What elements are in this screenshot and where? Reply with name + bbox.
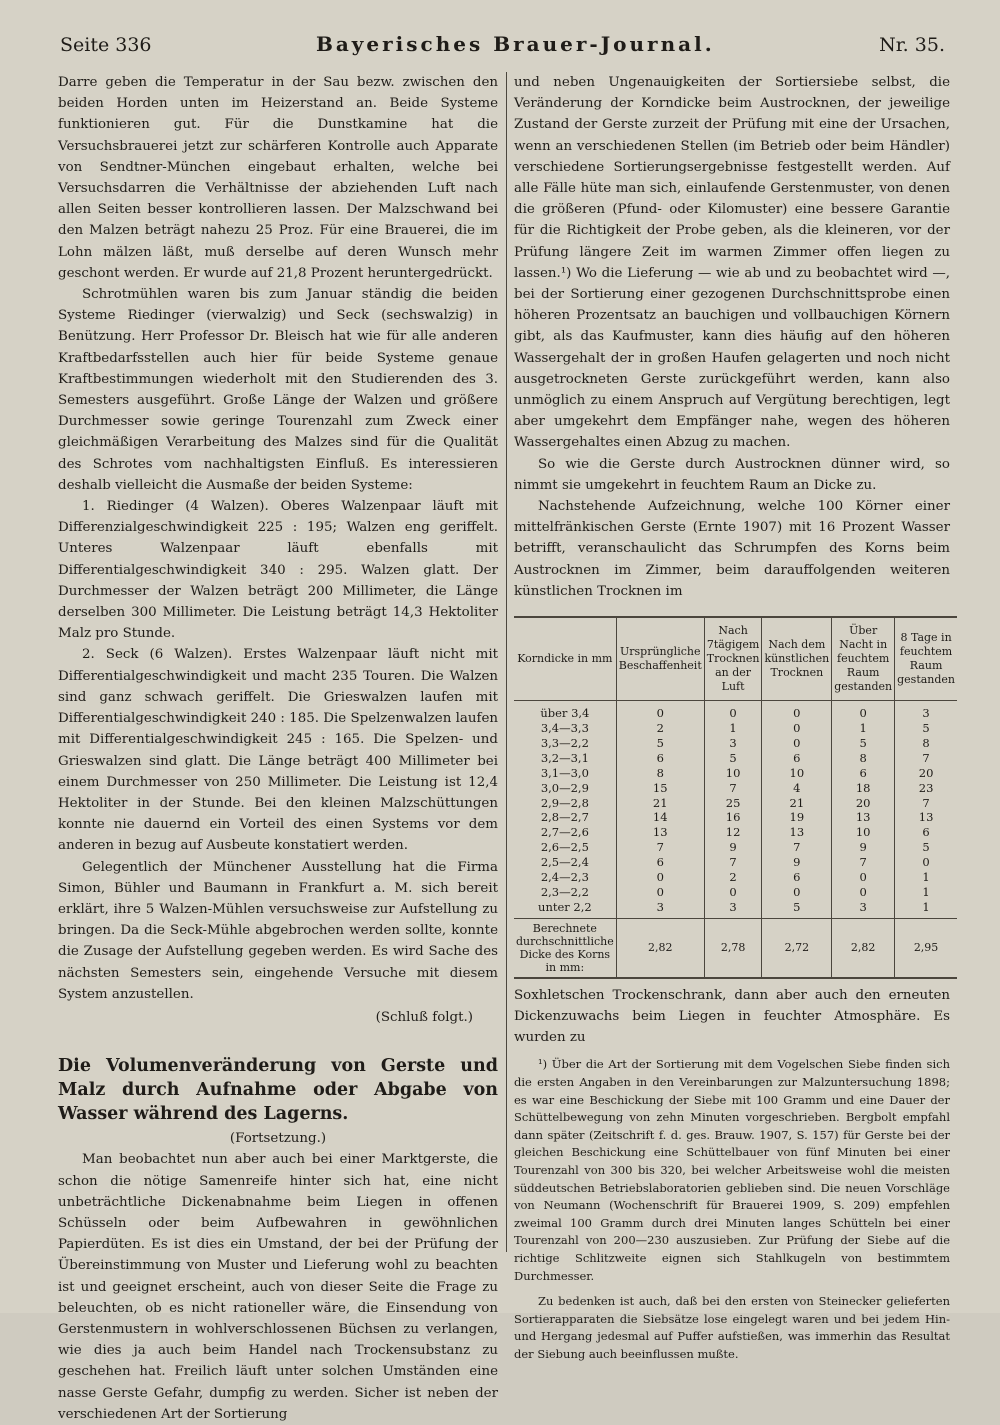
table-body xyxy=(514,701,957,919)
page-header xyxy=(60,32,945,62)
count-cell: 23 xyxy=(895,781,957,796)
thickness-range-cell: 2,3—2,2 xyxy=(540,884,589,899)
thickness-range-cell: über 3,4 xyxy=(540,706,590,721)
page-number: Seite 336 xyxy=(60,34,152,56)
count-cell: 10 xyxy=(832,825,895,840)
table-row xyxy=(514,825,957,840)
paragraph-aufzeichnung: Nachstehende Aufzeichnung, welche 100 Körner einer mittelfränkischen Gerste (Ernte 1907) mit 16 Prozent Wasser betrifft, veranschaulicht das Schrumpfen des Korns beim Austrocknen im Zimmer, beim darauffolgenden weiteren künstlichen Trocknen im xyxy=(514,499,950,599)
count-cell: 3 xyxy=(616,900,704,918)
paragraph-sortierung: und neben Ungenauigkeiten der Sortiersiebe selbst, die Veränderung der Korndicke beim Austrocknen, der jeweilige Zustand der Gerste zurzeit der Prüfung mit eine der Ursachen, wenn an verschiedenen Stellen (im Betrieb oder beim Händler) verschiedene Sortierungsergebnisse festgestellt werden. Auf alle Fälle hüte man sich, einlaufende Gerstenmuster, von denen die größeren (Pfund- oder Kilomuster) eine bessere Garantie für die Richtigkeit der Probe geben, als die kleineren, vor der Prüfung längere Zeit im warmen Zimmer offen liegen zu lassen.¹) Wo die Lieferung — wie ab und zu beobachtet wird —, bei der Sortierung einer gezogenen Durchschnittsprobe einen höheren Prozentsatz an bauchigen und vollbauchigen Körnern gibt, als das Kaufmuster, kann dies häufig auf den höheren Wassergehalt der in großen Haufen gelagerten und noch nicht ausgetrockneten Gerste zurückgeführt werden, kann also unmöglich zu einem Anspruch auf Vergütung berechtigen, legt aber umgekehrt dem Empfänger nahe, wegen des höheren Wassergehaltes einen Abzug zu machen. xyxy=(514,75,950,451)
table-row xyxy=(514,855,957,870)
count-cell: 7 xyxy=(704,855,762,870)
average-value: 2,95 xyxy=(895,918,957,978)
table-header-row xyxy=(514,617,957,701)
count-cell: 0 xyxy=(704,885,762,900)
table-header: Über Nacht in feuchtem Raum gestanden xyxy=(832,617,895,701)
paragraph-marktgerste: Man beobachtet nun aber auch bei einer Marktgerste, die schon die nötige Samenreife hinter sich hat, eine nicht unbeträchtliche Dickenabnahme beim Liegen in offenen Schüsseln oder beim Aufbewahren in gewöhnlichen Papierdüten. Es ist dies ein Umstand, der bei der Prüfung der Übereinstimmung von Muster und Lieferung wohl zu beachten ist und geeignet erscheint, auch von dieser Seite die Frage zu beleuchten, ob es nicht rationeller wäre, die Einsendung von Gerstenmustern in wohlverschlossenen Büchsen zu verlangen, wie dies ja auch beim Handel nach Trockensubstanz zu geschehen hat. Freilich läuft unter solchen Umständen eine nasse Gerste Gefahr, dumpfig zu werden. Sicher ist neben der verschiedenen Art der Sortierung xyxy=(58,1152,498,1422)
count-cell: 8 xyxy=(832,751,895,766)
count-cell: 10 xyxy=(704,766,762,781)
count-cell: 1 xyxy=(704,721,762,736)
table-row xyxy=(514,796,957,811)
count-cell: 7 xyxy=(762,840,832,855)
count-cell: 7 xyxy=(616,840,704,855)
paragraph-darre: Darre geben die Temperatur in der Sau bezw. zwischen den beiden Horden unten im Heizerstand an. Beide Systeme funktionieren gut. Für die Dunstkamine hat die Versuchsbrauerei jetzt zur schärferen Kontrolle auch Apparate von Sendtner-München eingebaut erhalten, welche bei Versuchsdarren die Verhältnisse der abziehenden Luft nach allen Seiten besser kontrollieren lassen. Der Malzschwand bei den Malzen beträgt nahezu 25 Proz. Für eine Brauerei, die im Lohn mälzen läßt, muß derselbe auf deren Wunsch mehr geschont werden. Er wurde auf 21,8 Prozent heruntergedrückt. xyxy=(58,75,498,281)
paragraph-schrotmuehlen: Schrotmühlen waren bis zum Januar ständig die beiden Systeme Riedinger (vierwalzig) und Seck (sechswalzig) in Benützung. Herr Professor Dr. Bleisch hat wie für alle anderen Kraftbedarfsstellen auch hier für beide Systeme genaue Kraftbestimmungen wiederholt mit den Studierenden des 3. Semesters ausgeführt. Große Länge der Walzen und größere Durchmesser sowie geringe Tourenzahl zum Zweck einer gleichmäßigen Verarbeitung des Malzes sind für die Qualität des Schrotes vom nachhaltigsten Einfluß. Es interessieren deshalb vielleicht die Ausmaße der beiden Systeme: xyxy=(58,287,498,493)
issue-number: Nr. 35. xyxy=(879,34,945,56)
count-cell: 4 xyxy=(762,781,832,796)
to-be-continued: (Schluß folgt.) xyxy=(375,1009,473,1025)
count-cell: 7 xyxy=(832,855,895,870)
count-cell: 7 xyxy=(895,751,957,766)
journal-title: Bayerisches Brauer-Journal. xyxy=(315,32,715,56)
count-cell: 5 xyxy=(762,900,832,918)
average-value: 2,82 xyxy=(832,918,895,978)
count-cell: 16 xyxy=(704,810,762,825)
count-cell: 18 xyxy=(832,781,895,796)
count-cell: 6 xyxy=(762,751,832,766)
count-cell: 2 xyxy=(616,721,704,736)
thickness-range-cell: 3,1—3,0 xyxy=(540,765,589,780)
count-cell: 0 xyxy=(762,721,832,736)
table-row xyxy=(514,781,957,796)
article-headline: Die Volumenveränderung von Gerste und Malz durch Aufnahme oder Abgabe von Wasser während des Lagerns. xyxy=(58,1056,498,1125)
count-cell: 20 xyxy=(832,796,895,811)
average-value: 2,78 xyxy=(704,918,762,978)
thickness-range-cell: 2,4—2,3 xyxy=(540,870,589,885)
count-cell: 9 xyxy=(762,855,832,870)
count-cell: 0 xyxy=(762,701,832,721)
table-row xyxy=(514,900,957,918)
continuation-note: (Fortsetzung.) xyxy=(229,1131,327,1147)
thickness-range-cell: 3,0—2,9 xyxy=(540,780,589,795)
count-cell: 0 xyxy=(616,870,704,885)
count-cell: 8 xyxy=(616,766,704,781)
average-value: 2,82 xyxy=(616,918,704,978)
count-cell: 1 xyxy=(895,900,957,918)
right-column xyxy=(514,72,956,1363)
thickness-range-cell: 3,4—3,3 xyxy=(540,720,589,735)
count-cell: 21 xyxy=(616,796,704,811)
count-cell: 5 xyxy=(616,736,704,751)
table-row xyxy=(514,870,957,885)
paragraph-riedinger: 1. Riedinger (4 Walzen). Oberes Walzenpaar läuft mit Differenzialgeschwindigkeit 225 : 195; Walzen eng geriffelt. Unteres Walzenpaar läuft ebenfalls mit Differentialgeschwindigkeit 340 : 295. Walzen glatt. Der Durchmesser der Walzen beträgt 200 Millimeter, die Länge derselben 300 Millimeter. Die Leistung beträgt 14,3 Hektoliter Malz pro Stunde. xyxy=(58,499,498,642)
count-cell: 3 xyxy=(832,900,895,918)
count-cell: 0 xyxy=(832,885,895,900)
count-cell: 1 xyxy=(895,870,957,885)
thickness-range-cell: 2,8—2,7 xyxy=(540,810,589,825)
table-average-row xyxy=(514,918,957,978)
count-cell: 12 xyxy=(704,825,762,840)
count-cell: 1 xyxy=(832,721,895,736)
count-cell: 6 xyxy=(895,825,957,840)
grain-thickness-table xyxy=(514,616,957,979)
thickness-range-cell: 2,9—2,8 xyxy=(540,795,589,810)
count-cell: 0 xyxy=(762,885,832,900)
count-cell: 13 xyxy=(616,825,704,840)
count-cell: 5 xyxy=(832,736,895,751)
column-divider xyxy=(506,72,507,1252)
table-row xyxy=(514,885,957,900)
paragraph-soxhlet: Soxhletschen Trockenschrank, dann aber auch den erneuten Dickenzuwachs beim Liegen in feuchter Atmosphäre. Es wurden zu xyxy=(514,987,950,1046)
thickness-range-cell: 2,7—2,6 xyxy=(540,825,589,840)
thickness-range-cell: 2,5—2,4 xyxy=(540,855,589,870)
table-row xyxy=(514,810,957,825)
table-row xyxy=(514,766,957,781)
count-cell: 10 xyxy=(762,766,832,781)
table-header: 8 Tage in feuchtem Raum gestanden xyxy=(895,617,957,701)
count-cell: 0 xyxy=(762,736,832,751)
count-cell: 3 xyxy=(704,900,762,918)
count-cell: 13 xyxy=(895,810,957,825)
count-cell: 0 xyxy=(616,701,704,721)
count-cell: 13 xyxy=(832,810,895,825)
table-header: Korndicke in mm xyxy=(514,617,616,701)
count-cell: 21 xyxy=(762,796,832,811)
paragraph-seck: 2. Seck (6 Walzen). Erstes Walzenpaar läuft nicht mit Differentialgeschwindigkeit und macht 235 Touren. Die Walzen sind ganz schwach geriffelt. Die Grieswalzen laufen mit Differentialgeschwindigkeit 240 : 185. Die Spelzenwalzen laufen mit Differentialgeschwindigkeit 245 : 165. Die Spelzen- und Grieswalzen sind glatt. Die Länge beträgt 400 Millimeter bei einem Durchmesser von 250 Millimeter. Die Leistung ist 12,4 Hektoliter in der Stunde. Bei den kleinen Malzschüttungen konnte nie dauernd ein Vorteil des einen Systems vor dem anderen in bezug auf Ausbeute konstatiert werden. xyxy=(58,647,498,854)
count-cell: 3 xyxy=(895,701,957,721)
thickness-range-cell: 3,2—3,1 xyxy=(540,750,589,765)
count-cell: 20 xyxy=(895,766,957,781)
count-cell: 25 xyxy=(704,796,762,811)
count-cell: 3 xyxy=(704,736,762,751)
count-cell: 5 xyxy=(895,840,957,855)
count-cell: 7 xyxy=(895,796,957,811)
paragraph-duenner: So wie die Gerste durch Austrocknen dünner wird, so nimmt sie umgekehrt in feuchtem Raum an Dicke zu. xyxy=(514,456,950,493)
count-cell: 0 xyxy=(895,855,957,870)
count-cell: 9 xyxy=(832,840,895,855)
count-cell: 0 xyxy=(832,870,895,885)
count-cell: 2 xyxy=(704,870,762,885)
count-cell: 19 xyxy=(762,810,832,825)
table-row xyxy=(514,701,957,721)
thickness-range-cell: 2,6—2,5 xyxy=(540,840,589,855)
count-cell: 0 xyxy=(704,701,762,721)
thickness-range-cell: unter 2,2 xyxy=(538,899,592,914)
count-cell: 14 xyxy=(616,810,704,825)
count-cell: 5 xyxy=(895,721,957,736)
table-row xyxy=(514,721,957,736)
count-cell: 0 xyxy=(832,701,895,721)
table-header: Nach dem künstlichen Trocknen xyxy=(762,617,832,701)
footnote-steinecker: Zu bedenken ist auch, daß bei den ersten von Steinecker gelieferten Sortierapparaten die Siebsätze lose eingelegt waren und bei jedem Hin- und Hergang jedesmal auf Puffer aufstießen, was immerhin das Resultat der Siebung auch beeinflussen mußte. xyxy=(514,1294,950,1361)
count-cell: 0 xyxy=(616,885,704,900)
count-cell: 1 xyxy=(895,885,957,900)
count-cell: 13 xyxy=(762,825,832,840)
thickness-range-cell: 3,3—2,2 xyxy=(540,735,589,750)
table-row xyxy=(514,840,957,855)
table-row xyxy=(514,751,957,766)
average-label: Berechnete durchschnittliche Dicke des Korns in mm: xyxy=(514,918,616,978)
count-cell: 6 xyxy=(616,751,704,766)
count-cell: 6 xyxy=(832,766,895,781)
paragraph-ausstellung: Gelegentlich der Münchener Ausstellung hat die Firma Simon, Bühler und Baumann in Frankfurt a. M. sich bereit erklärt, ihre 5 Walzen-Mühlen versuchsweise zur Aufstellung zu bringen. Da die Seck-Mühle abgebrochen werden sollte, konnte die Zusage der Aufstellung gegeben werden. Es wird Sache des nächsten Semesters sein, eingehende Versuche mit diesem System anzustellen. xyxy=(58,859,498,1002)
table-row xyxy=(514,736,957,751)
count-cell: 8 xyxy=(895,736,957,751)
footnote-vogel-sieb: ¹) Über die Art der Sortierung mit dem Vogelschen Siebe finden sich die ersten Angaben in den Vereinbarungen zur Malzuntersuchung 1898; es war eine Beschickung der Siebe mit 100 Gramm und eine Dauer der Schüttelbewegung von zehn Minuten vorgeschrieben. Bergbolt empfahl dann später (Zeitschrift f. d. ges. Brauw. 1907, S. 157) für Gerste bei der gleichen Beschickung eine Schüttelbauer von fünf Minuten bei einer Tourenzahl von 300 bis 320, bei welcher Arbeitsweise wohl die meisten süddeutschen Betriebslaboratorien geblieben sind. Die neuen Vorschläge von Neumann (Wochenschrift für Brauerei 1909, S. 209) empfehlen zweimal 100 Gramm durch drei Minuten langes Schütteln bei einer Tourenzahl von 200—230 auszusieben. Zur Prüfung der Siebe auf die richtige Schlitzweite eignen sich Stahlkugeln von bestimmtem Durchmesser. xyxy=(514,1057,950,1283)
left-column xyxy=(58,72,498,1425)
count-cell: 6 xyxy=(762,870,832,885)
count-cell: 6 xyxy=(616,855,704,870)
table-header: Nach 7tägigem Trocknen an der Luft xyxy=(704,617,762,701)
count-cell: 7 xyxy=(704,781,762,796)
table-header: Ursprüngliche Beschaffenheit xyxy=(616,617,704,701)
count-cell: 15 xyxy=(616,781,704,796)
count-cell: 9 xyxy=(704,840,762,855)
average-value: 2,72 xyxy=(762,918,832,978)
count-cell: 5 xyxy=(704,751,762,766)
